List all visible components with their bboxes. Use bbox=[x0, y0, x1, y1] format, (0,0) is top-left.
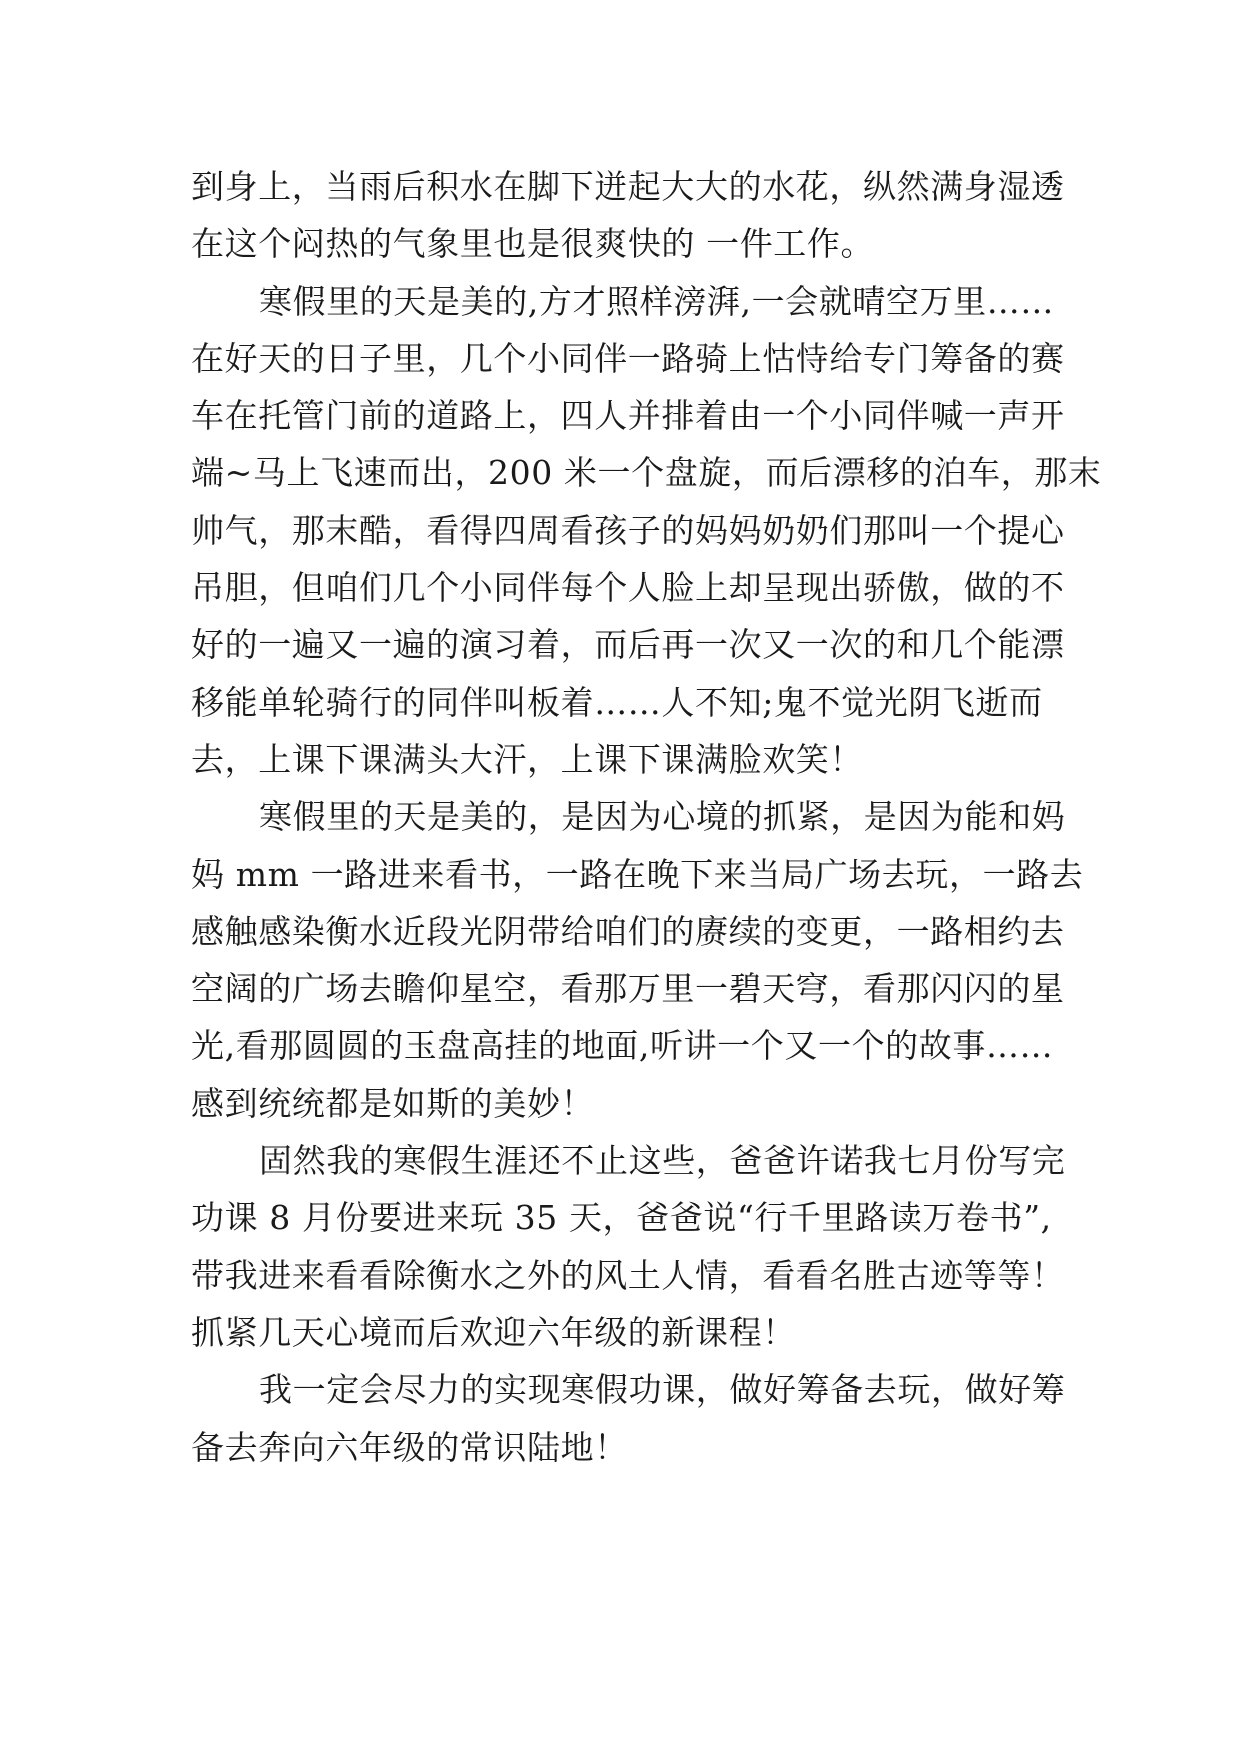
paragraph-first-line: 寒假里的天是美的,方才照样滂湃,一会就晴空万里…… bbox=[259, 281, 1054, 321]
text-line: 在好天的日子里，几个小同伴一路骑上怙恃给专门筹备的赛 bbox=[191, 338, 1065, 378]
text-line: 车在托管门前的道路上，四人并排着由一个小同伴喊一声开 bbox=[191, 396, 1065, 436]
text-line: 感触感染衡水近段光阴带给咱们的赓续的变更，一路相约去 bbox=[191, 911, 1065, 951]
paragraph-first-line: 固然我的寒假生涯还不止这些，爸爸许诺我七月份写完 bbox=[259, 1141, 1066, 1181]
text-line: 帅气，那末酷，看得四周看孩子的妈妈奶奶们那叫一个提心 bbox=[191, 510, 1065, 550]
text-line: 抓紧几天心境而后欢迎六年级的新课程！ bbox=[191, 1312, 796, 1352]
text-line: 吊胆，但咱们几个小同伴每个人脸上却呈现出骄傲，做的不 bbox=[191, 568, 1065, 608]
text-line: 感到统统都是如斯的美妙！ bbox=[191, 1083, 595, 1123]
text-line: 在这个闷热的气象里也是很爽快的 一件工作。 bbox=[191, 224, 875, 264]
text-line: 到身上，当雨后积水在脚下迸起大大的水花，纵然满身湿透 bbox=[191, 167, 1065, 206]
text-line: 端~马上飞速而出，200 米一个盘旋，而后漂移的泊车，那末 bbox=[191, 453, 1102, 493]
text-line: 空阔的广场去瞻仰星空，看那万里一碧天穹，看那闪闪的星 bbox=[191, 969, 1065, 1009]
paragraph-first-line: 我一定会尽力的实现寒假功课，做好筹备去玩，做好筹 bbox=[259, 1370, 1066, 1410]
text-line: 功课 8 月份要进来玩 35 天，爸爸说“行千里路读万卷书”, bbox=[191, 1198, 1052, 1238]
text-line: 光,看那圆圆的玉盘高挂的地面,听讲一个又一个的故事…… bbox=[191, 1026, 1054, 1066]
text-line: 备去奔向六年级的常识陆地！ bbox=[191, 1427, 628, 1467]
text-line: 移能单轮骑行的同伴叫板着……人不知;鬼不觉光阴飞逝而 bbox=[191, 682, 1043, 722]
text-line: 去，上课下课满头大汗，上课下课满脸欢笑！ bbox=[191, 739, 863, 779]
text-line: 妈 mm 一路进来看书，一路在晚下来当局广场去玩，一路去 bbox=[191, 854, 1084, 894]
text-line: 好的一遍又一遍的演习着，而后再一次又一次的和几个能漂 bbox=[191, 625, 1065, 665]
text-line: 带我进来看看除衡水之外的风土人情，看看名胜古迹等等！ bbox=[191, 1255, 1065, 1295]
paragraph-first-line: 寒假里的天是美的，是因为心境的抓紧，是因为能和妈 bbox=[259, 797, 1066, 837]
body-text bbox=[191, 158, 1102, 1476]
